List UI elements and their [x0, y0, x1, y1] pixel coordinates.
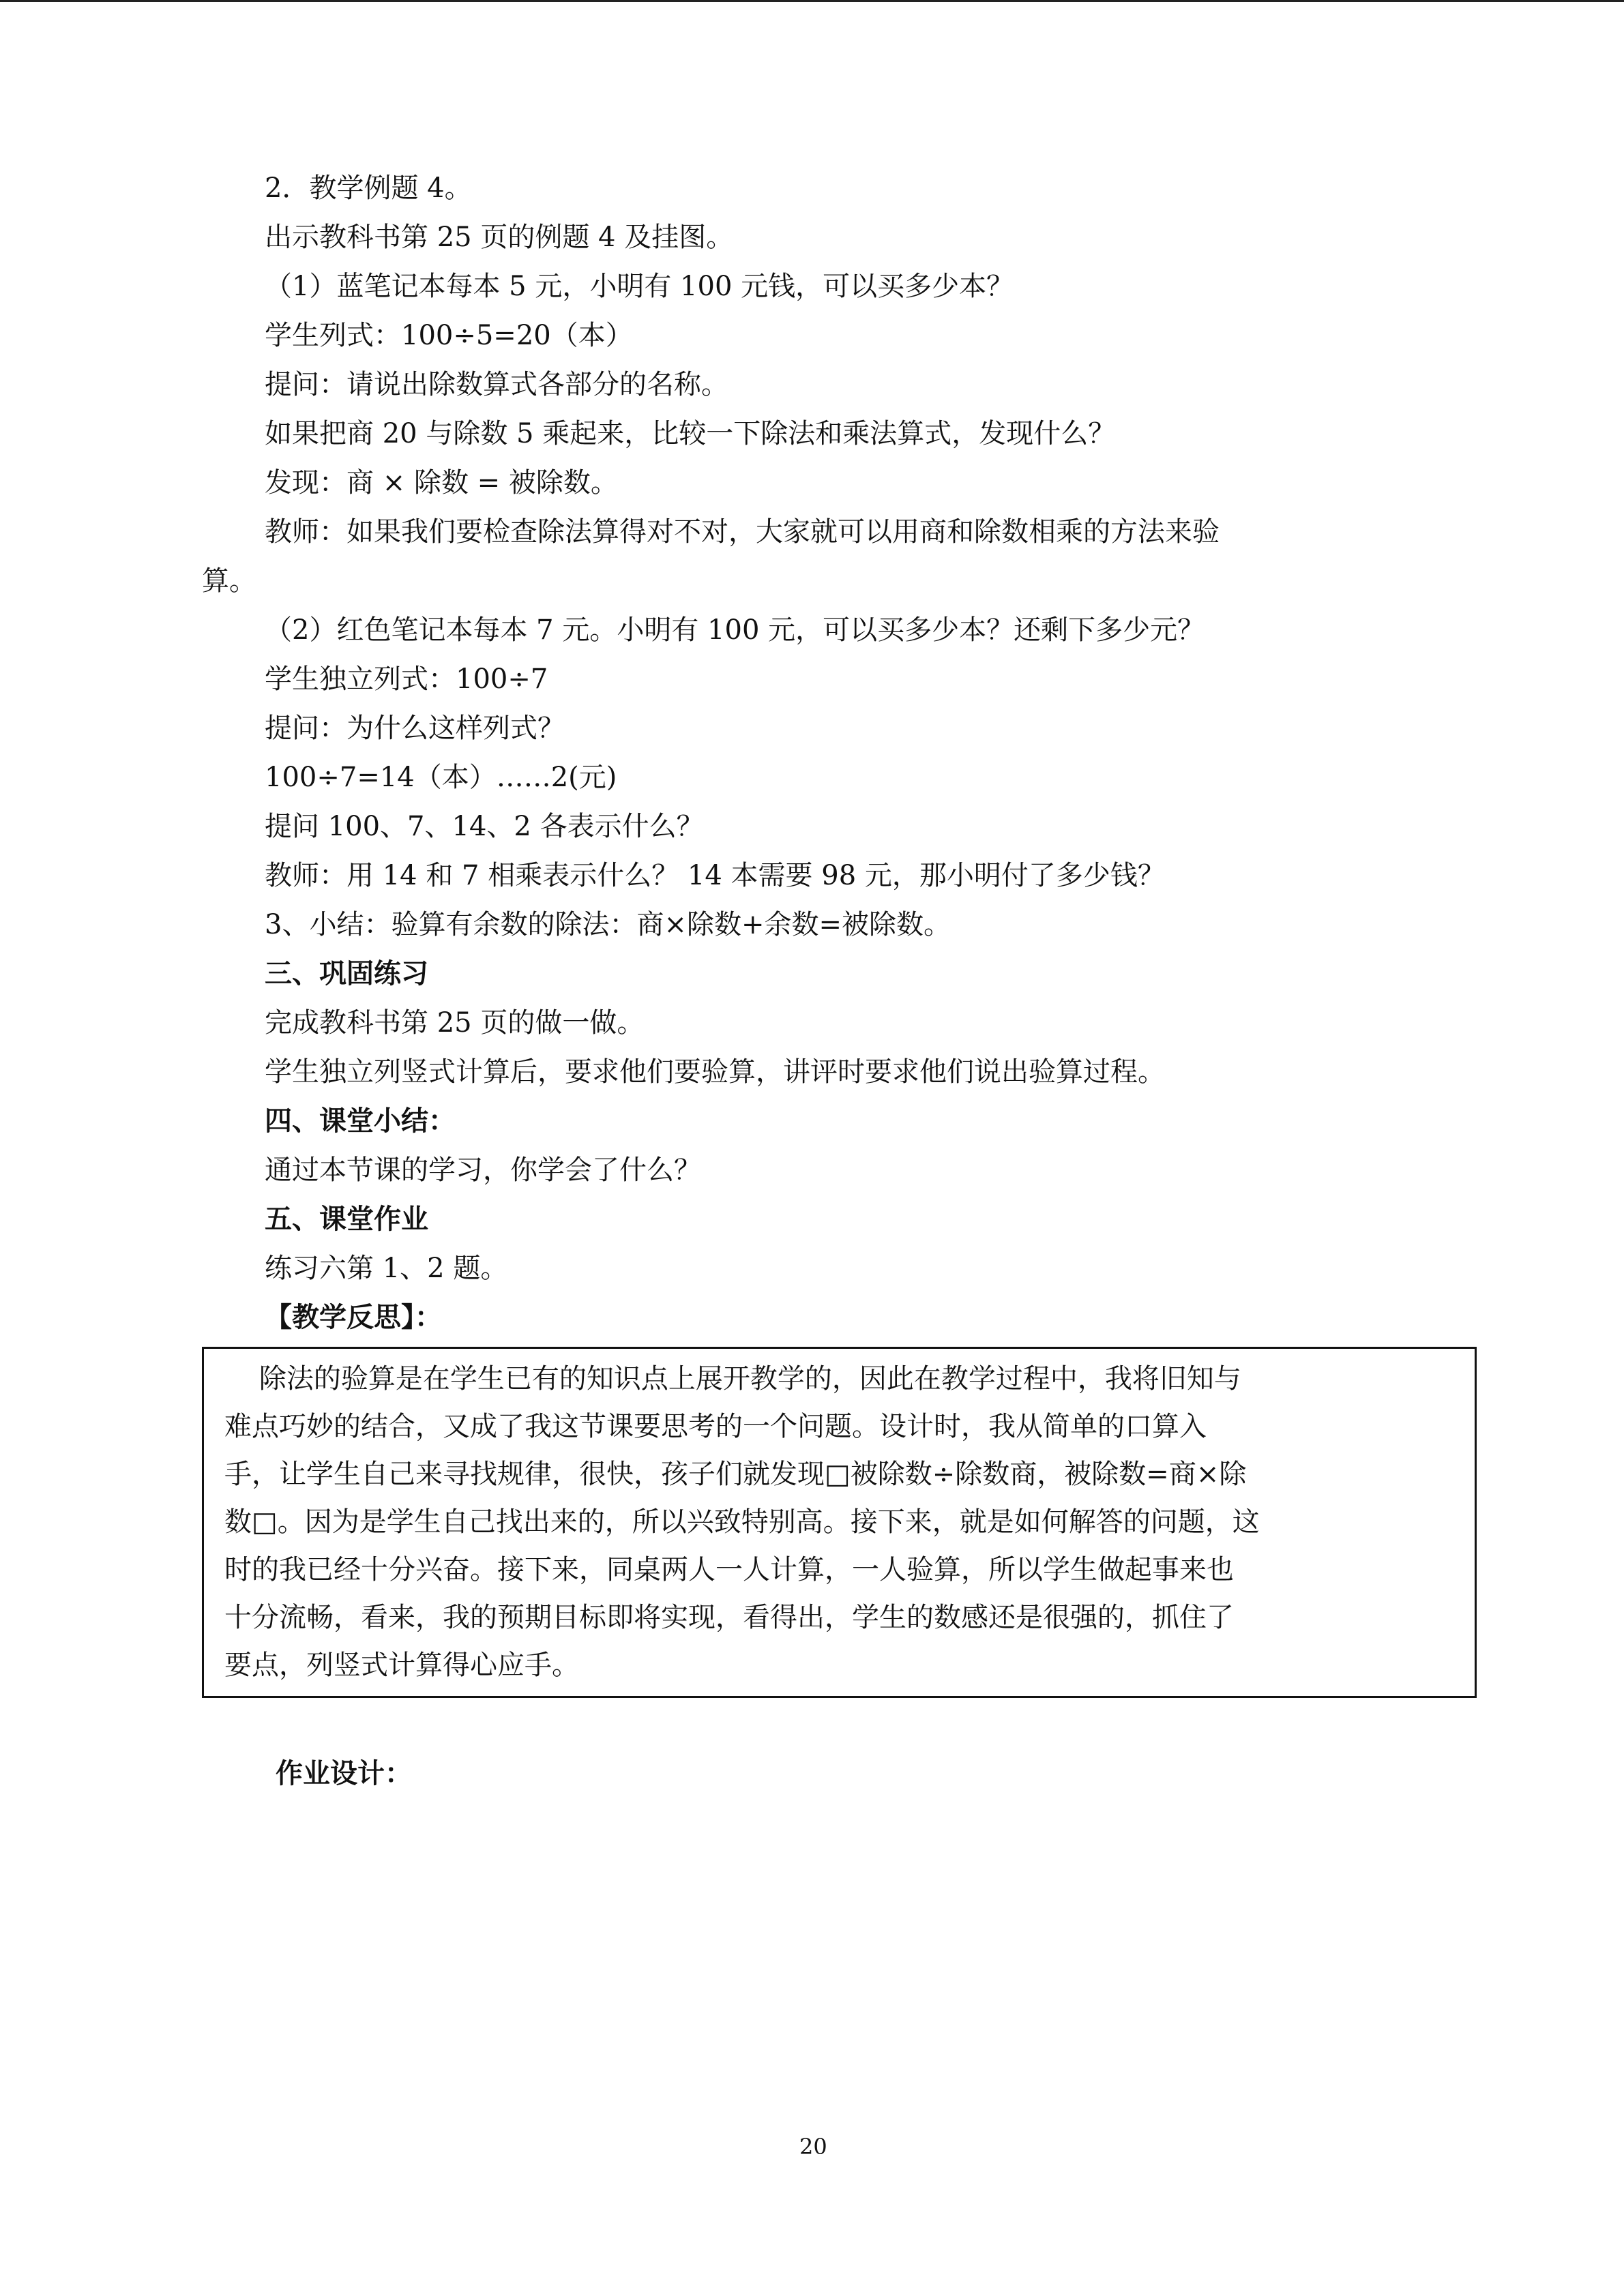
text-line: 学生独立列式：100÷7 [265, 664, 548, 695]
text-line: 3、小结：验算有余数的除法：商×除数+余数=被除数。 [265, 909, 951, 940]
text-line: 提问 100、7、14、2 各表示什么？ [265, 811, 704, 842]
reflection-line: 十分流畅，看来，我的预期目标即将实现，看得出，学生的数感还是很强的，抓住了 [224, 1602, 1234, 1633]
text-line: （1）蓝笔记本每本 5 元，小明有 100 元钱，可以买多少本？ [265, 271, 1014, 302]
section-heading-reflection: 【教学反思】： [265, 1302, 442, 1333]
text-line: 2．教学例题 4。 [265, 173, 472, 204]
text-line: 发现：商 × 除数 = 被除数。 [265, 467, 618, 498]
text-line: 100÷7=14（本）……2(元) [265, 762, 617, 793]
top-border-rule [0, 0, 1624, 2]
text-line: 学生列式：100÷5=20（本） [265, 320, 633, 351]
text-line: 提问：为什么这样列式？ [265, 713, 565, 744]
reflection-line: 手，让学生自己来寻找规律，很快，孩子们就发现□被除数÷除数商，被除数=商×除 [224, 1459, 1247, 1490]
reflection-line: 除法的验算是在学生已有的知识点上展开教学的，因此在教学过程中，我将旧知与 [224, 1363, 1241, 1395]
text-line: 练习六第 1、2 题。 [265, 1253, 508, 1284]
reflection-line: 时的我已经十分兴奋。接下来，同桌两人一人计算，一人验算，所以学生做起事来也 [224, 1554, 1234, 1585]
text-line: 通过本节课的学习，你学会了什么？ [265, 1154, 701, 1186]
section-heading-homework: 五、课堂作业 [265, 1204, 428, 1235]
page-number: 20 [799, 2134, 827, 2160]
reflection-line: 要点，列竖式计算得心应手。 [224, 1650, 579, 1681]
text-line: 出示教科书第 25 页的例题 4 及挂图。 [265, 222, 734, 253]
reflection-line: 数□。因为是学生自己找出来的，所以兴致特别高。接下来，就是如何解答的问题，这 [224, 1506, 1260, 1538]
text-line: （2）红色笔记本每本 7 元。小明有 100 元，可以买多少本？还剩下多少元？ [265, 614, 1205, 646]
section-heading-summary: 四、课堂小结： [265, 1105, 456, 1137]
text-line: 算。 [202, 565, 256, 597]
reflection-box [202, 1347, 1477, 1698]
text-line: 如果把商 20 与除数 5 乘起来，比较一下除法和乘法算式，发现什么？ [265, 418, 1116, 449]
text-line: 教师：用 14 和 7 相乘表示什么？ 14 本需要 98 元，那小明付了多少钱？ [265, 860, 1165, 891]
homework-design-label: 作业设计： [276, 1758, 412, 1789]
section-heading-consolidation: 三、巩固练习 [265, 958, 428, 989]
text-line: 提问：请说出除数算式各部分的名称。 [265, 369, 728, 400]
text-line: 学生独立列竖式计算后，要求他们要验算，讲评时要求他们说出验算过程。 [265, 1056, 1165, 1088]
text-line: 教师：如果我们要检查除法算得对不对，大家就可以用商和除数相乘的方法来验 [265, 516, 1220, 548]
reflection-line: 难点巧妙的结合，又成了我这节课要思考的一个问题。设计时，我从简单的口算入 [224, 1411, 1207, 1442]
text-line: 完成教科书第 25 页的做一做。 [265, 1007, 645, 1039]
